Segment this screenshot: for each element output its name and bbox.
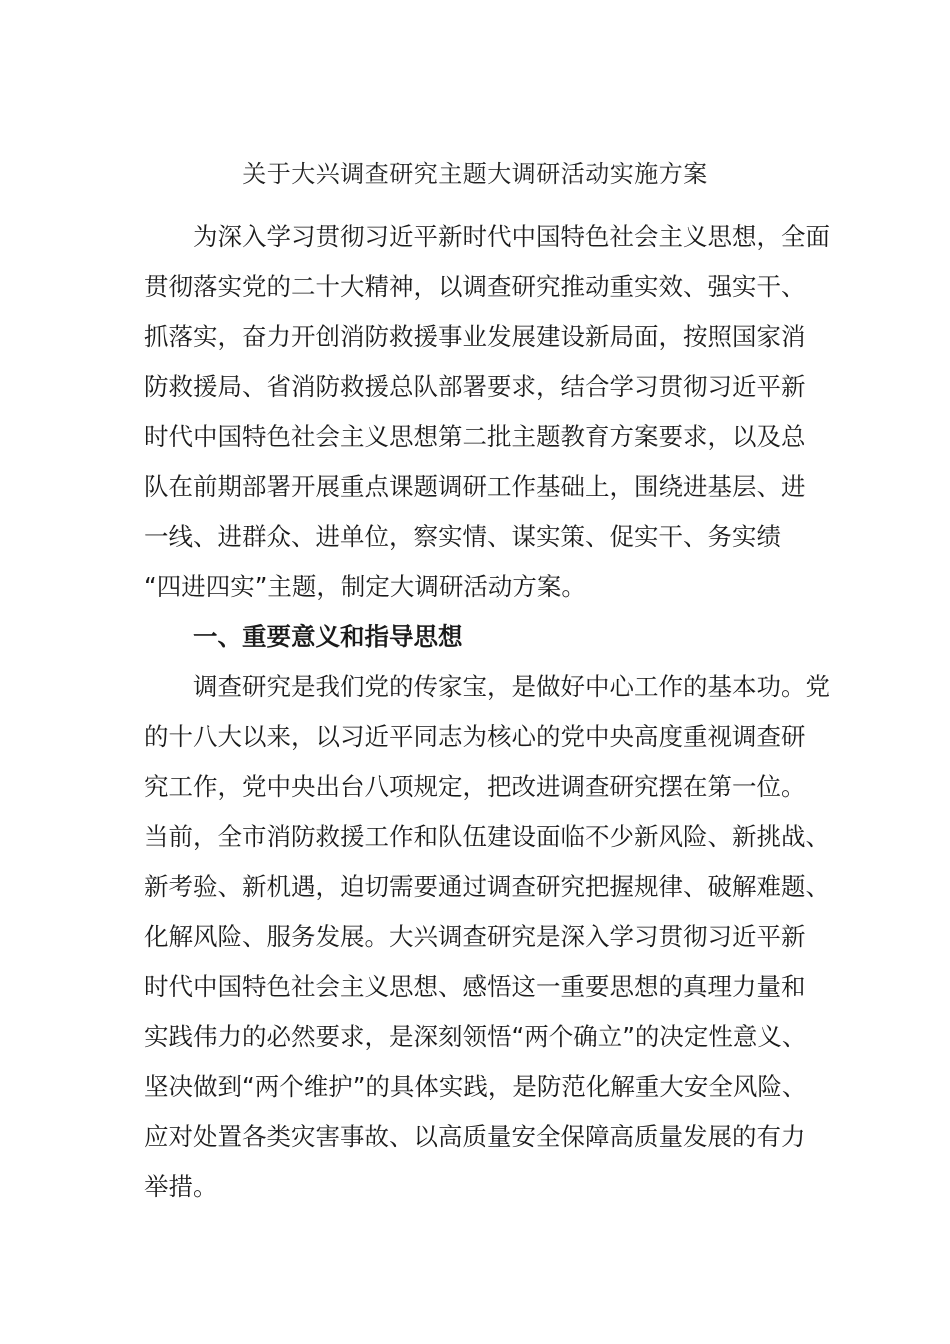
text-line: 实践伟力的必然要求，是深刻领悟“两个确立”的决定性意义、 [144, 1022, 807, 1051]
text-line: 究工作，党中央出台八项规定，把改进调查研究摆在第一位。 [144, 772, 806, 801]
text-line: 一线、进群众、进单位，察实情、谋实策、促实干、务实绩 [144, 522, 781, 551]
text-line: “四进四实”主题，制定大调研活动方案。 [144, 572, 586, 601]
intro-paragraph [144, 212, 830, 612]
document-title: 关于大兴调查研究主题大调研活动实施方案 [242, 160, 708, 188]
text-line: 时代中国特色社会主义思想第二批主题教育方案要求，以及总 [144, 422, 806, 451]
text-line: 的十八大以来，以习近平同志为核心的党中央高度重视调查研 [144, 722, 806, 751]
section-paragraph [144, 662, 830, 1212]
text-line: 应对处置各类灾害事故、以高质量安全保障高质量发展的有力 [144, 1122, 806, 1151]
text-line: 为深入学习贯彻习近平新时代中国特色社会主义思想，全面 [144, 222, 830, 251]
text-line: 时代中国特色社会主义思想、感悟这一重要思想的真理力量和 [144, 972, 806, 1001]
text-line: 抓落实，奋力开创消防救援事业发展建设新局面，按照国家消 [144, 322, 806, 351]
text-line: 当前，全市消防救援工作和队伍建设面临不少新风险、新挑战、 [144, 822, 830, 851]
text-line: 防救援局、省消防救援总队部署要求，结合学习贯彻习近平新 [144, 372, 806, 401]
text-line: 化解风险、服务发展。大兴调查研究是深入学习贯彻习近平新 [144, 922, 806, 951]
text-line: 新考验、新机遇，迫切需要通过调查研究把握规律、破解难题、 [144, 872, 830, 901]
text-line: 坚决做到“两个维护”的具体实践，是防范化解重大安全风险、 [144, 1072, 807, 1101]
text-line: 贯彻落实党的二十大精神，以调查研究推动重实效、强实干、 [144, 272, 806, 301]
text-line: 举措。 [144, 1172, 218, 1201]
text-line: 调查研究是我们党的传家宝，是做好中心工作的基本功。党 [144, 672, 830, 701]
section-heading-text: 一、重要意义和指导思想 [144, 622, 463, 651]
text-line: 队在前期部署开展重点课题调研工作基础上，围绕进基层、进 [144, 472, 806, 501]
section-heading [144, 612, 809, 662]
